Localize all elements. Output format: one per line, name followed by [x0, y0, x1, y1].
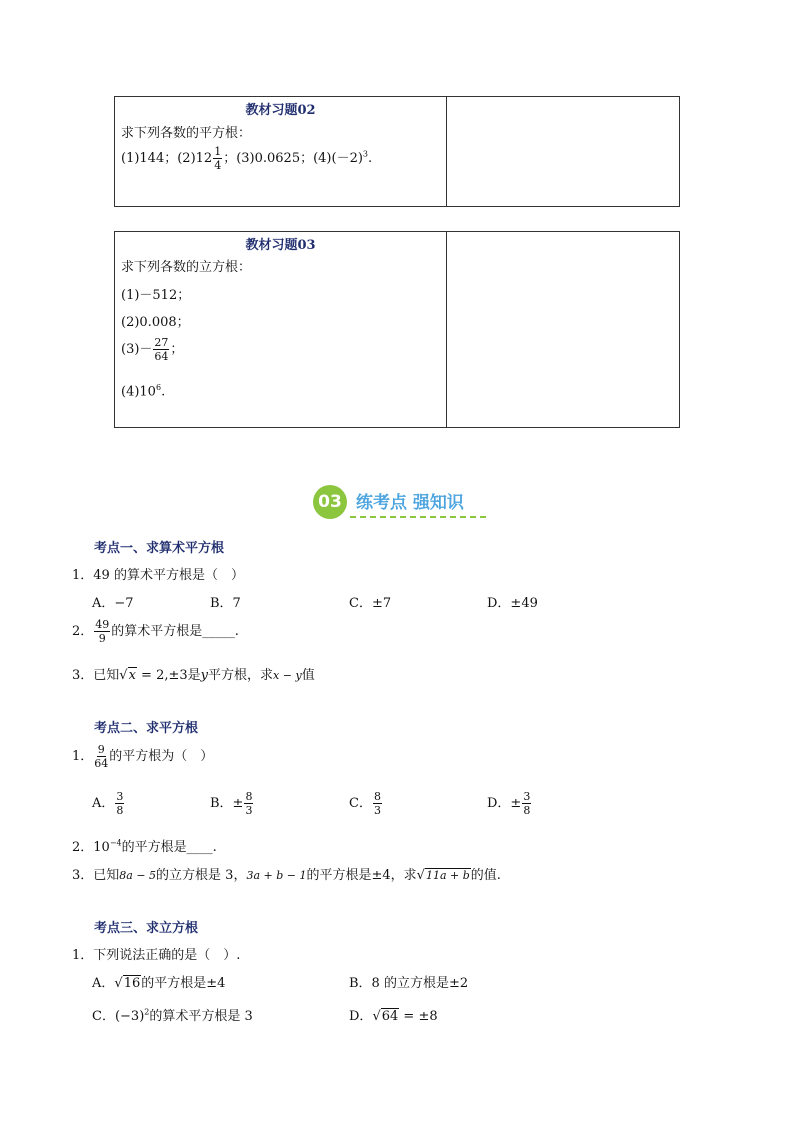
exponent: 2 [144, 1007, 150, 1017]
q-text: 值 [301, 668, 315, 683]
box-divider [446, 232, 447, 427]
fraction-denominator: 8 [523, 804, 531, 817]
expression: 8a − 5 [119, 869, 157, 882]
q-text: 的算术平方根是_____. [111, 624, 239, 639]
radicand: x [128, 668, 136, 683]
q-text: D． [349, 1009, 373, 1024]
q-text: 3．已知 [72, 668, 120, 683]
exercise-item-3 [121, 336, 183, 363]
item-text: . [161, 384, 166, 400]
fraction-denominator: 64 [154, 350, 169, 363]
fraction [153, 336, 169, 363]
option-d [349, 1005, 438, 1024]
item-text: (4)10 [121, 384, 156, 400]
exercise-item-2: (2)0.008； [121, 315, 190, 330]
option-c: C．±7 [349, 596, 392, 611]
option-a [92, 972, 225, 991]
question-2 [72, 836, 217, 855]
exercise-item-1: (1)－512； [121, 288, 191, 303]
option-a: A．−7 [92, 596, 134, 611]
option-d [487, 790, 532, 817]
fraction-denominator: 64 [94, 757, 109, 770]
topic-heading-2: 考点二、求平方根 [94, 721, 199, 736]
radicand: 16 [123, 976, 141, 991]
q-text: 2． [72, 624, 94, 639]
expression: 3a + b − 1 [246, 869, 307, 882]
item-text: ；(3)0.0625；(4)(－2) [223, 151, 363, 166]
q-text: C． [92, 1009, 115, 1024]
q-text: 的平方根是____. [121, 840, 217, 855]
topic-heading-1: 考点一、求算术平方根 [94, 541, 225, 556]
q-text: C． [349, 796, 372, 811]
section-underline [350, 516, 486, 518]
section-title: 练考点 强知识 [356, 493, 464, 513]
q-text: 的值. [470, 868, 501, 883]
exercise-items [121, 145, 372, 172]
square-root: √64 [372, 1009, 399, 1024]
q-text: A． [92, 976, 115, 991]
question-2 [72, 618, 239, 645]
fraction [213, 145, 222, 172]
fraction-denominator: 3 [373, 804, 381, 817]
exponent: 6 [155, 383, 162, 392]
q-text: 2．10 [72, 840, 110, 855]
fraction [94, 743, 108, 770]
fraction-numerator: 1 [214, 145, 222, 158]
item-end: . [368, 151, 373, 166]
fraction-numerator: 8 [373, 790, 381, 803]
exercise-title: 教材习题02 [245, 103, 316, 118]
option-b [210, 790, 254, 817]
fraction [522, 790, 531, 817]
question-3 [72, 664, 315, 683]
square-root: √11a + b [416, 868, 470, 883]
option-d: D．±49 [487, 596, 538, 611]
question-1: 1．49 的算术平方根是（ ） [72, 568, 244, 583]
exponent: 3 [362, 149, 369, 159]
fraction-numerator: 27 [154, 336, 169, 349]
question-1 [72, 743, 213, 770]
fraction-numerator: 49 [95, 618, 110, 631]
q-text: 的平方根为（ ） [109, 749, 214, 764]
q-text: 的算术平方根是 3 [149, 1009, 253, 1024]
q-text: 平方根，求 [208, 668, 274, 683]
q-text: = 2,±3 [136, 668, 188, 683]
option-c [92, 1005, 253, 1024]
radicand: 11a + b [425, 869, 470, 882]
q-text: 的立方根是 3， [156, 868, 247, 883]
fraction-numerator: 9 [97, 743, 105, 756]
option-b: B．7 [210, 596, 241, 611]
fraction-denominator: 9 [98, 632, 106, 645]
exercise-box-03 [114, 231, 680, 428]
square-root: √16 [114, 976, 141, 991]
fraction-denominator: 4 [214, 159, 222, 172]
square-root: √x [119, 668, 136, 683]
fraction-denominator: 3 [245, 804, 253, 817]
question-1: 1．下列说法正确的是（ ）. [72, 948, 241, 963]
q-text: A． [92, 796, 115, 811]
section-number-badge: 03 [313, 485, 347, 519]
q-text: D．± [487, 796, 522, 811]
exponent: −4 [109, 838, 122, 848]
fraction [115, 790, 124, 817]
exercise-box-02 [114, 96, 680, 207]
variable: y [200, 668, 209, 683]
question-3 [72, 864, 501, 883]
q-text: B．± [210, 796, 244, 811]
item-text: ； [170, 342, 184, 357]
q-text: 是 [187, 668, 201, 683]
q-text: 1． [72, 749, 94, 764]
expression: x − y [273, 669, 302, 682]
q-text: 的平方根是±4，求 [306, 868, 417, 883]
exercise-prompt: 求下列各数的立方根： [121, 260, 252, 275]
exercise-item-4 [121, 383, 165, 399]
fraction [373, 790, 382, 817]
option-a [92, 790, 125, 817]
q-text: 3．已知 [72, 868, 120, 883]
fraction-numerator: 3 [116, 790, 124, 803]
option-b: B．8 的立方根是±2 [349, 976, 469, 991]
exercise-prompt: 求下列各数的平方根： [121, 126, 252, 141]
fraction-numerator: 8 [245, 790, 253, 803]
item-text: (1)144；(2)12 [121, 151, 213, 166]
fraction [94, 618, 110, 645]
q-text: 的平方根是±4 [141, 976, 226, 991]
fraction-numerator: 3 [523, 790, 531, 803]
radicand: 64 [381, 1009, 399, 1024]
item-text: (3)－ [121, 342, 153, 357]
topic-heading-3: 考点三、求立方根 [94, 921, 199, 936]
q-text: = ±8 [399, 1009, 438, 1024]
fraction-denominator: 8 [116, 804, 124, 817]
box-divider [446, 97, 447, 206]
expression: (−3) [114, 1009, 145, 1024]
exercise-title: 教材习题03 [245, 238, 316, 253]
option-c [349, 790, 383, 817]
fraction [244, 790, 253, 817]
